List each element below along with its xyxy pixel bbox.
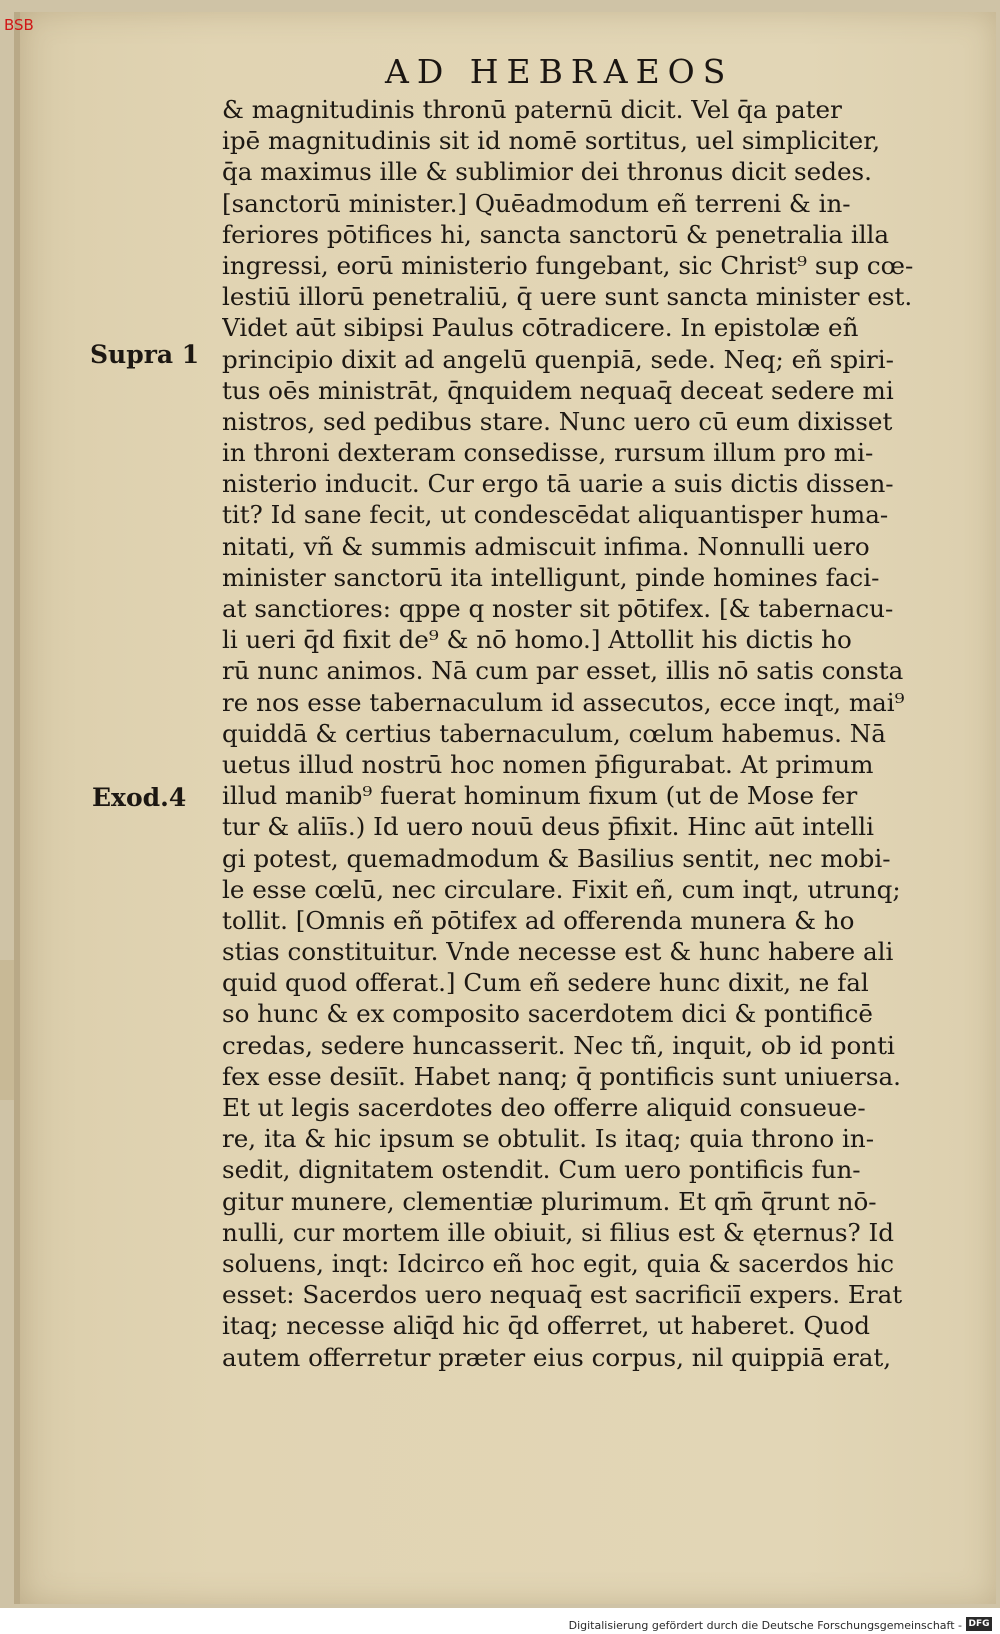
text-line: minister sanctorū ita intelligunt, pinde homines faci- (222, 562, 880, 592)
text-line: quid quod offerat.] Cum eñ sedere hunc dixit, ne fal (222, 968, 869, 998)
text-line: sedit, dignitatem ostendit. Cum uero pontificis fun- (222, 1155, 861, 1185)
text-line: li ueri q̄d fixit de⁹ & nō homo.] Attollit his dictis ho (222, 625, 852, 655)
text-line: lestiū illorū penetraliū, q̄ uere sunt sancta minister est. (222, 282, 913, 312)
text-line: & magnitudinis thronū paternū dicit. Vel q̄a pater (222, 95, 842, 124)
dfg-logo: DFG (966, 1617, 992, 1631)
text-line: q̄a maximus ille & sublimior dei thronus dicit sedes. (222, 157, 872, 187)
text-line: ipē magnitudinis sit id nomē sortitus, uel simpliciter, (222, 126, 881, 156)
footer (0, 1608, 1000, 1634)
text-line: gi potest, quemadmodum & Basilius sentit, nec mobi- (222, 843, 891, 873)
text-line: nistros, sed pedibus stare. Nunc uero cū eum dixisset (222, 406, 893, 436)
text-line: tollit. [Omnis eñ pōtifex ad offerenda munera & ho (222, 905, 855, 935)
text-line: at sanctiores: qppe q noster sit pōtifex. [& tabernacu- (222, 594, 894, 623)
text-line: in throni dexteram consedisse, rursum illum pro mi- (222, 438, 874, 468)
margin-note-supra: Supra 1 (90, 340, 200, 369)
text-line: re nos esse tabernaculum id assecutos, ecce inqt, mai⁹ (222, 687, 905, 717)
text-line: Videt aūt sibipsi Paulus cōtradicere. In epistolæ eñ (222, 313, 859, 343)
text-line: uetus illud nostrū hoc nomen p̄figurabat. At primum (222, 749, 874, 779)
text-line: illud manib⁹ fuerat hominum fixum (ut de Mose fer (222, 781, 858, 811)
text-line: ingressi, eorū ministerio fungebant, sic Christ⁹ sup cœ- (222, 250, 914, 280)
text-line: itaq; necesse aliq̄d hic q̄d offerret, ut haberet. Quod (222, 1311, 871, 1341)
text-line: tit? Id sane fecit, ut condescēdat aliquantisper huma- (222, 500, 889, 530)
text-line: so hunc & ex composito sacerdotem dici & pontificē (222, 999, 873, 1029)
text-line: esset: Sacerdos uero nequaq̄ est sacrificiī expers. Erat (222, 1280, 903, 1310)
text-line: stias constituitur. Vnde necesse est & hunc habere ali (222, 937, 894, 967)
text-line: gitur munere, clementiæ plurimum. Et qm̄ q̄runt nō- (222, 1186, 877, 1216)
body-text (222, 94, 942, 1373)
margin-note-exod: Exod.4 (92, 783, 187, 812)
text-line: credas, sedere huncasserit. Nec tñ, inquit, ob id ponti (222, 1030, 895, 1060)
text-line: quiddā & certius tabernaculum, cœlum habemus. Nā (222, 718, 886, 748)
running-head: AD HEBRAEOS (385, 52, 734, 91)
text-line: fex esse desiīt. Habet nanq; q̄ pontificis sunt uniuersa. (222, 1061, 901, 1091)
text-line: Et ut legis sacerdotes deo offerre aliquid consueue- (222, 1093, 866, 1122)
text-line: soluens, inqt: Idcirco eñ hoc egit, quia & sacerdos hic (222, 1248, 895, 1278)
text-line: [sanctorū minister.] Quēadmodum eñ terreni & in- (222, 188, 851, 218)
text-line: le esse cœlū, nec circulare. Fixit eñ, cum inqt, utrunq; (222, 874, 901, 904)
text-line: nisterio inducit. Cur ergo tā uarie a suis dictis dissen- (222, 469, 894, 499)
text-line: re, ita & hic ipsum se obtulit. Is itaq; quia throno in- (222, 1124, 875, 1154)
footer-credit: Digitalisierung gefördert durch die Deutsche Forschungsgemeinschaft - (568, 1619, 962, 1632)
text-line: tur & aliīs.) Id uero nouū deus p̄fixit. Hinc aūt intelli (222, 812, 874, 842)
text-line: nitati, vñ & summis admiscuit infima. Nonnulli uero (222, 531, 870, 561)
text-line: principio dixit ad angelū quenpiā, sede. Neq; eñ spiri- (222, 344, 894, 374)
text-line: tus oēs ministrāt, q̄nquidem nequaq̄ deceat sedere mi (222, 375, 894, 405)
text-line: feriores pōtifices hi, sancta sanctorū & penetralia illa (222, 219, 890, 249)
text-line: rū nunc animos. Nā cum par esset, illis nō satis consta (222, 656, 904, 686)
text-line: nulli, cur mortem ille obiuit, si filius est & ęternus? Id (222, 1217, 894, 1247)
library-stamp: BSB (4, 16, 34, 34)
text-line: autem offerretur præter eius corpus, nil quippiā erat, (222, 1342, 892, 1372)
page-stack-edge (0, 960, 14, 1100)
